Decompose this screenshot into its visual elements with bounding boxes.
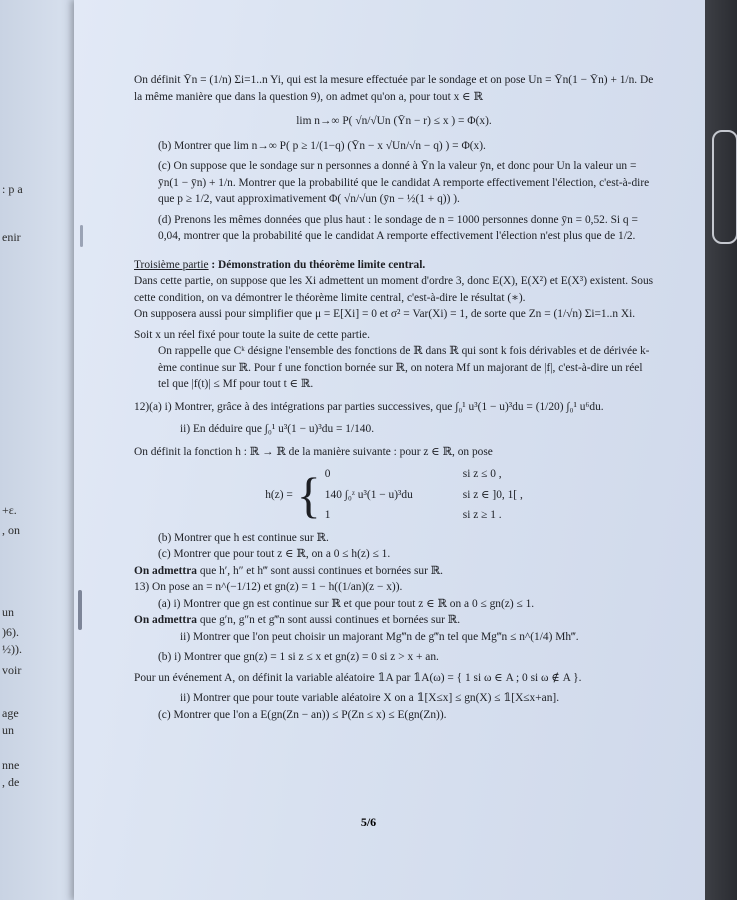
question-d: (d) Prenons les mêmes données que plus haut : le sondage de n = 1000 personnes donne ȳn = 0,52. Si q = 0,04, montrer que la probabilité que le candidat A remporte effectivement l'élection n'est plus que de 1/2. — [158, 213, 638, 242]
admit-h-derivatives — [134, 563, 654, 580]
question-13a-i: (a) i) Montrer que gn est continue sur ℝ et que pour tout z ∈ ℝ on a 0 ≤ gn(z) ≤ 1. — [158, 597, 535, 610]
admit-label: On admettra — [134, 564, 197, 577]
left-margin-fragment: , on — [2, 523, 20, 537]
paragraph-ck-definition: On rappelle que Cᵏ désigne l'ensemble des fonctions de ℝ dans ℝ qui sont k fois dérivables et de dérivée k-ème continue sur ℝ. Pour f une fonction bornée sur ℝ, on notera Mf un majorant de |f|, c'est-à-dire un réel tel que |f(t)| ≤ Mf pour tout t ∈ ℝ. — [158, 345, 650, 390]
admit-label: On admettra — [134, 614, 197, 626]
question-c: (c) On suppose que le sondage sur n personnes a donné à Ȳn la valeur ȳn, et donc pour Un la valeur un = ȳn(1 − ȳn) + 1/n. Montrer que la probabilité que le candidat A remporte effectivement l'élection, c'est-à-dire que p ≥ 1/2, vaut approximativement Φ( √n/√un (ȳn − ½(1 + q)) ). — [158, 160, 650, 205]
left-margin-fragment: enir — [2, 230, 21, 244]
left-margin-fragment: : p a — [2, 182, 23, 196]
paragraph-moments: Dans cette partie, on suppose que les Xi admettent un moment d'ordre 3, donc E(X), E(X²) et E(X³) existent. Sous cette condition, on va démontrer le théorème limite central, c'est-à-dire le résultat (∗). — [134, 275, 654, 304]
question-13b-ii: ii) Montrer que pour toute variable aléatoire X on a 𝟙[X≤x] ≤ gn(X) ≤ 𝟙[X≤x+an]. — [180, 692, 560, 704]
question-13a-ii: ii) Montrer que l'on peut choisir un majorant Mg‴n de g‴n tel que Mg‴n ≤ n^(1/4) Mh‴. — [180, 630, 579, 643]
section-heading-title: : Démonstration du théorème limite central. — [208, 258, 426, 271]
question-13b-i: (b) i) Montrer que gn(z) = 1 si z ≤ x et gn(z) = 0 si z > x + an. — [158, 651, 439, 663]
question-12c: (c) Montrer que pour tout z ∈ ℝ, on a 0 ≤ h(z) ≤ 1. — [158, 548, 391, 560]
question-b: (b) Montrer que lim n→∞ P( p ≥ 1/(1−q) (Ȳn − x √Un/√n − q) ) = Φ(x). — [158, 139, 486, 152]
paragraph-definition-yn: On définit Ȳn = (1/n) Σi=1..n Yi, qui est la mesure effectuée par le sondage et on pose Un = Ȳn(1 − Ȳn) + 1/n. De la même manière que dans la question 9), on admet qu'on a, pour tout x ∈ ℝ — [134, 74, 654, 103]
h-label: h(z) = — [265, 488, 293, 501]
admit-text: que g′n, g″n et g‴n sont aussi continues et bornées sur ℝ. — [196, 614, 461, 626]
paragraph-indicator: Pour un événement A, on définit la variable aléatoire 𝟙A par 𝟙A(ω) = { 1 si ω ∈ A ; 0 si ω ∉ A }. — [134, 671, 582, 684]
case-row — [325, 466, 523, 483]
admit-text: que h′, h″ et h‴ sont aussi continues et bornées sur ℝ. — [196, 564, 444, 577]
case-row — [325, 487, 523, 504]
spiral-binding — [712, 130, 737, 244]
question-13: 13) On pose an = n^(−1/12) et gn(z) = 1 − h((1/an)(z − x)). — [134, 581, 403, 593]
admit-g-derivatives — [134, 612, 654, 629]
paragraph-define-h: On définit la fonction h : ℝ → ℝ de la manière suivante : pour z ∈ ℝ, on pose — [134, 445, 493, 458]
left-margin-fragment: nne — [2, 758, 20, 772]
case-expr: 1 — [324, 509, 331, 521]
left-margin-fragment: , de — [2, 775, 20, 789]
case-cond: si z ≥ 1 . — [462, 509, 502, 521]
case-expr: 0 — [324, 468, 331, 480]
left-margin-fragment: )6). — [2, 625, 19, 639]
case-cond: si z ∈ ]0, 1[ , — [462, 488, 523, 501]
paragraph-fixed-x: Soit x un réel fixé pour toute la suite de cette partie. — [134, 328, 370, 341]
equation-limit: lim n→∞ P( √n/√Un (Ȳn − r) ≤ x ) = Φ(x). — [296, 115, 492, 127]
case-expr: 140 ∫₀ᶻ u³(1 − u)³du — [324, 488, 413, 501]
page-number: 5/6 — [360, 815, 377, 829]
left-margin-fragment: ½)). — [2, 642, 22, 656]
case-cond: si z ≤ 0 , — [462, 468, 502, 480]
left-margin-fragment: +ε. — [2, 503, 17, 517]
piecewise-h — [134, 466, 654, 524]
binder-clip-top — [80, 225, 83, 247]
section-heading — [134, 257, 654, 274]
case-row — [325, 507, 523, 524]
question-13c: (c) Montrer que l'on a E(gn(Zn − an)) ≤ P(Zn ≤ x) ≤ E(gn(Zn)). — [158, 708, 447, 721]
left-margin-fragment: voir — [2, 663, 22, 677]
binder-clip-bottom — [78, 590, 82, 630]
question-12b: (b) Montrer que h est continue sur ℝ. — [158, 531, 329, 544]
section-heading-label: Troisième partie — [134, 258, 209, 271]
left-margin-fragment: age — [2, 706, 19, 720]
page-content — [134, 72, 654, 723]
question-12a-i: 12)(a) i) Montrer, grâce à des intégrations par parties successives, que ∫₀¹ u³(1 − u)³du = (1/20) ∫₀¹ u⁶du. — [134, 400, 604, 413]
left-margin-fragment: un — [2, 605, 14, 619]
left-margin-fragment: un — [2, 723, 14, 737]
brace-symbol: { — [296, 466, 321, 523]
question-12a-ii: ii) En déduire que ∫₀¹ u³(1 − u)³du = 1/140. — [180, 423, 375, 435]
paragraph-simplify: On supposera aussi pour simplifier que μ = E[Xi] = 0 et σ² = Var(Xi) = 1, de sorte que Zn = (1/√n) Σi=1..n Xi. — [134, 308, 636, 320]
